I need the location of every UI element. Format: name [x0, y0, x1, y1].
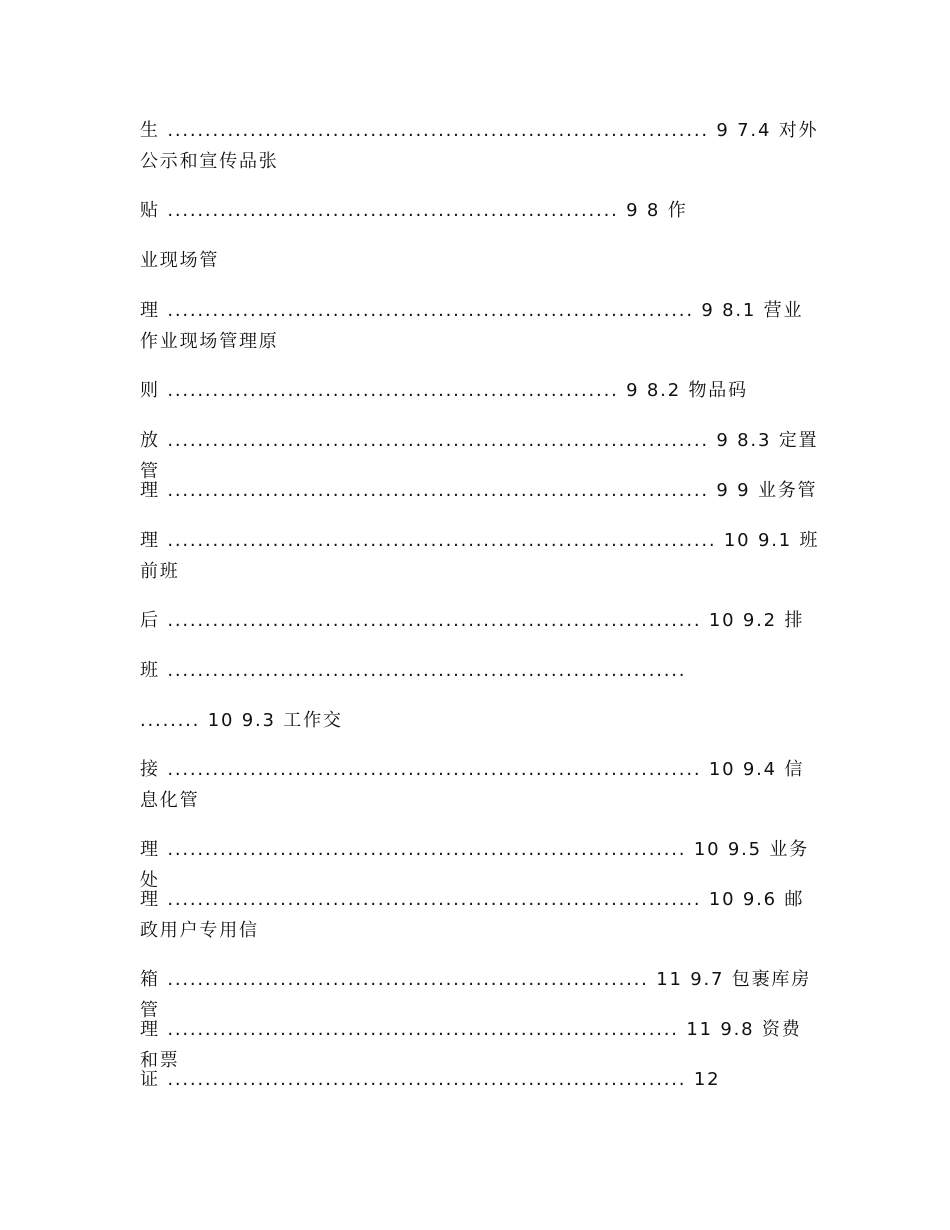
toc-entry: 接 ....................................................................... 10 9.4 信息化管	[140, 759, 805, 811]
toc-entry: 理 ..................................................................... 10 9.5 业务处	[140, 839, 810, 891]
toc-entry: 理 .................................................................... 11 9.8 资费和票	[140, 1019, 802, 1071]
toc-entry: 理 ...................................................................... 9 8.1 营业作业现场管理原	[140, 300, 804, 352]
toc-entry: 业现场管	[140, 250, 220, 271]
toc-entry: 箱 ................................................................ 11 9.7 包裹库房管	[140, 969, 812, 1021]
toc-entry: 贴 ............................................................ 9 8 作	[140, 200, 688, 221]
toc-entry: ........ 10 9.3 工作交	[140, 710, 343, 731]
toc-entry: 班 .....................................................................	[140, 660, 687, 681]
toc-entry: 理 ......................................................................... 10 9.1 班前班	[140, 530, 820, 582]
toc-entry: 理 ....................................................................... 10 9.6 邮政用户专用信	[140, 889, 805, 941]
toc-entry: 放 ........................................................................ 9 8.3 定置管	[140, 430, 819, 482]
toc-entry: 生 ........................................................................ 9 7.4 对外公示和宣传品张	[140, 120, 819, 172]
toc-entry: 理 ........................................................................ 9 9 业务管	[140, 480, 818, 501]
toc-entry: 后 ....................................................................... 10 9.2 排	[140, 610, 805, 631]
toc-entry: 证 ..................................................................... 12	[140, 1069, 721, 1090]
toc-entry: 则 ............................................................ 9 8.2 物品码	[140, 380, 748, 401]
